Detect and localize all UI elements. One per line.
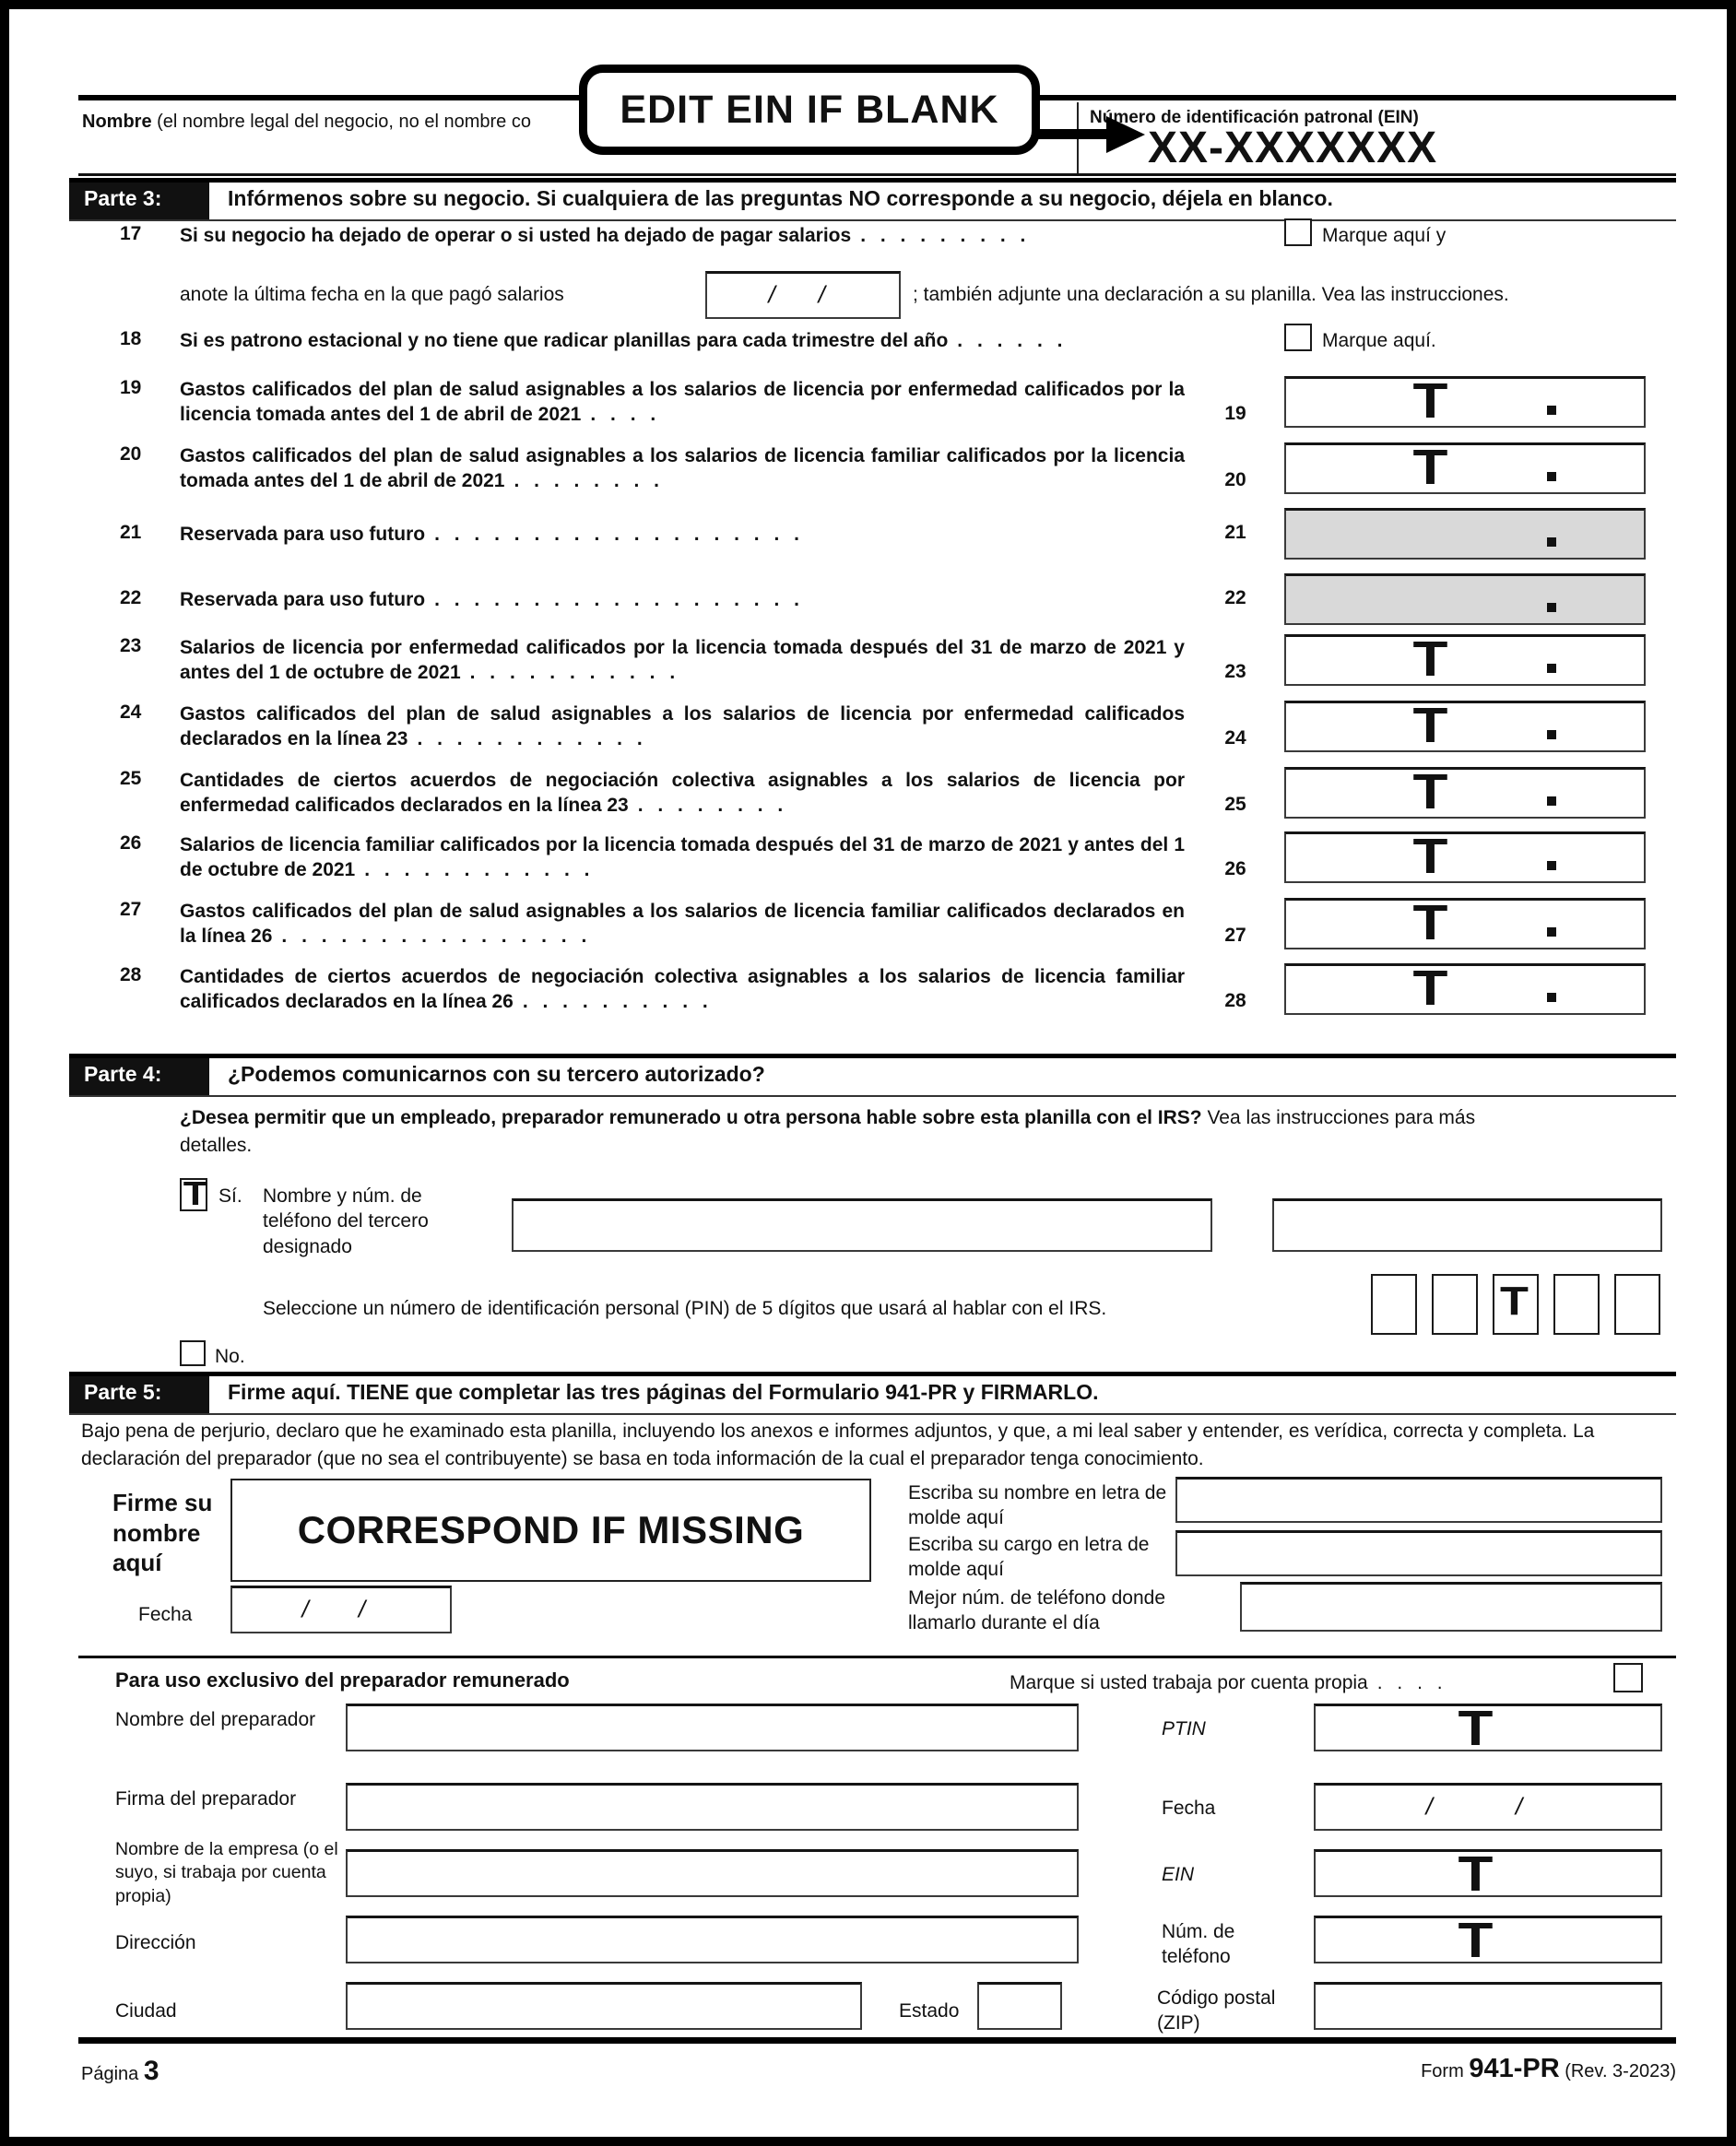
line-number: 20 — [1224, 469, 1246, 490]
page-indicator: Página 3 — [81, 2056, 159, 2086]
line-number: 24 — [1224, 727, 1246, 749]
signature-value: CORRESPOND IF MISSING — [297, 1508, 805, 1551]
line27-text: Gastos calificados del plan de salud asignables a los salarios de licencia familiar calificados declarados en la línea 26 . . . . . . . . . . . . . . . . — [180, 901, 1185, 947]
line-number: 21 — [120, 522, 142, 543]
line-number: 28 — [1224, 990, 1246, 1011]
preparer-signature-label: Firma del preparador — [115, 1788, 297, 1810]
best-phone-field[interactable] — [1240, 1582, 1662, 1632]
line-number: 25 — [1224, 794, 1246, 815]
preparer-signature-field[interactable] — [346, 1783, 1079, 1831]
line18-checkbox[interactable] — [1284, 324, 1312, 351]
date-slash: / — [358, 1594, 366, 1622]
no-label: No. — [215, 1346, 245, 1367]
line-number: 28 — [120, 964, 142, 985]
ein-label: Número de identificación patronal (EIN) — [1090, 108, 1419, 127]
line25-text: Cantidades de ciertos acuerdos de negociación colectiva asignables a los salarios de licencia por enfermedad calificados declarados en la línea 23 . . . . . . . . — [180, 770, 1185, 816]
name-label-bold: Nombre — [82, 112, 152, 132]
print-title-field[interactable] — [1175, 1530, 1662, 1576]
line18-text: Si es patrono estacional y no tiene que radicar planillas para cada trimestre del año . . . . . . — [180, 330, 1063, 351]
sign-here-label: Firme su nombre aquí — [112, 1489, 213, 1576]
arrowhead-icon — [1106, 116, 1145, 153]
amount-field-22-reserved — [1284, 573, 1646, 625]
state-label: Estado — [899, 2000, 960, 2022]
pin-digit-5[interactable] — [1614, 1274, 1660, 1335]
date-slash: / — [1425, 1791, 1433, 1820]
pin-digit-1[interactable] — [1371, 1274, 1417, 1335]
line26-text: Salarios de licencia familiar calificados por la licencia tomada después del 31 de marzo de 2021 y antes del 1 de octubre de 2021 . . . . . . . . . . . . — [180, 834, 1185, 880]
pin-text: Seleccione un número de identificación personal (PIN) de 5 dígitos que usará al hablar con el IRS. — [263, 1298, 1107, 1319]
part4-intro: ¿Desea permitir que un empleado, preparador remunerado u otra persona hable sobre esta planilla con el IRS? Vea las instrucciones para más detalles. — [180, 1107, 1476, 1157]
part5-title: Firme aquí. TIENE que completar las tres páginas del Formulario 941-PR y FIRMARLO. — [228, 1380, 1099, 1404]
yes-checkbox[interactable] — [180, 1174, 208, 1212]
line22-text: Reservada para uso futuro . . . . . . . . . . . . . . . . . . . — [180, 589, 799, 610]
address-label: Dirección — [115, 1932, 196, 1953]
line18-check-label: Marque aquí. — [1322, 330, 1436, 351]
part4-bar — [69, 1054, 1676, 1097]
decimal-point — [1547, 861, 1556, 870]
text-cursor-marker: T — [1412, 373, 1448, 429]
preparer-ein-field[interactable] — [1314, 1846, 1662, 1902]
preparer-divider — [78, 1656, 1676, 1658]
line-number: 19 — [1224, 403, 1246, 424]
print-name-label: Escriba su nombre en letra de molde aquí — [908, 1482, 1167, 1529]
preparer-name-field[interactable] — [346, 1704, 1079, 1751]
part4-label: Parte 4: — [69, 1058, 209, 1095]
preparer-date-field[interactable] — [1314, 1783, 1662, 1831]
sign-date-field[interactable] — [230, 1586, 452, 1633]
line-number: 22 — [120, 587, 142, 608]
city-label: Ciudad — [115, 2000, 177, 2022]
line-number: 27 — [1224, 925, 1246, 946]
amount-field-27[interactable] — [1284, 895, 1646, 950]
perjury-statement: Bajo pena de perjurio, declaro que he examinado esta planilla, incluyendo los anexos e informes adjuntos, y que, a mi leal saber y entender, es verídica, correcta y completa. La declaración del preparador (que no sea el contribuyente) se basa en toda información de la cual el preparador tenga conocimiento. — [81, 1421, 1595, 1470]
self-employed-label: Marque si usted trabaja por cuenta propia . . . . — [1010, 1672, 1443, 1693]
part5-label: Parte 5: — [69, 1376, 209, 1413]
decimal-point — [1547, 796, 1556, 806]
preparer-ein-label: EIN — [1162, 1864, 1195, 1885]
decimal-point — [1547, 537, 1556, 547]
ptin-field[interactable] — [1314, 1701, 1662, 1756]
line19-text: Gastos calificados del plan de salud asignables a los salarios de licencia por enfermedad calificados por la licencia tomada antes del 1 de abril de 2021 . . . . — [180, 379, 1185, 425]
yes-label: Sí. — [218, 1185, 242, 1207]
zip-field[interactable] — [1314, 1982, 1662, 2030]
form-identifier: Form 941-PR (Rev. 3-2023) — [1421, 2054, 1676, 2083]
amount-field-19[interactable] — [1284, 373, 1646, 429]
line17-line2-pre: anote la última fecha en la que pagó salarios — [180, 284, 564, 305]
line-number: 23 — [120, 635, 142, 656]
state-field[interactable] — [977, 1982, 1062, 2030]
text-cursor-marker: T — [1412, 829, 1448, 884]
text-cursor-marker: T — [1412, 961, 1448, 1016]
firm-name-label: Nombre de la empresa (o el suyo, si trabaja por cuenta propia) — [115, 1839, 338, 1906]
line-number: 23 — [1224, 661, 1246, 682]
amount-field-24[interactable] — [1284, 698, 1646, 753]
line21-text: Reservada para uso futuro . . . . . . . . . . . . . . . . . . . — [180, 524, 799, 545]
text-cursor-marker: T — [1499, 1279, 1529, 1324]
part3-bar — [69, 178, 1676, 221]
preparer-phone-label: Núm. de teléfono — [1162, 1921, 1235, 1968]
preparer-phone-field[interactable] — [1314, 1913, 1662, 1968]
pin-digit-3[interactable] — [1493, 1274, 1539, 1335]
firm-name-field[interactable] — [346, 1849, 1079, 1897]
designee-label: Nombre y núm. de teléfono del tercero designado — [263, 1185, 429, 1257]
text-cursor-marker: T — [1458, 1701, 1494, 1756]
amount-field-20[interactable] — [1284, 442, 1646, 494]
amount-field-23[interactable] — [1284, 631, 1646, 687]
part3-title: Infórmenos sobre su negocio. Si cualquiera de las preguntas NO corresponde a su negocio, déjela en blanco. — [228, 186, 1333, 210]
edit-ein-callout[interactable] — [579, 65, 1040, 155]
line-number: 22 — [1224, 587, 1246, 608]
ptin-label: PTIN — [1162, 1718, 1206, 1739]
part4-title: ¿Podemos comunicarnos con su tercero autorizado? — [228, 1062, 765, 1086]
line17-line2-post: ; también adjunte una declaración a su planilla. Vea las instrucciones. — [913, 284, 1509, 305]
decimal-point — [1547, 927, 1556, 937]
line-number: 27 — [120, 899, 142, 920]
pin-digit-4[interactable] — [1553, 1274, 1600, 1335]
decimal-point — [1547, 603, 1556, 612]
text-cursor-marker: T — [1412, 895, 1448, 950]
text-cursor-marker: T — [1412, 631, 1448, 687]
name-hint: (el nombre legal del negocio, no el nombre co — [151, 112, 531, 132]
line17-text: Si su negocio ha dejado de operar o si usted ha dejado de pagar salarios . . . . . . . . . — [180, 225, 1026, 246]
date-slash: / — [768, 279, 775, 308]
text-cursor-marker: T — [183, 1174, 208, 1212]
line20-text: Gastos calificados del plan de salud asignables a los salarios de licencia familiar calificados por la licencia tomada antes del 1 de abril de 2021 . . . . . . . . — [180, 445, 1185, 491]
date-slash: / — [301, 1594, 309, 1622]
line-number: 19 — [120, 377, 142, 398]
date-slash: / — [818, 279, 825, 308]
decimal-point — [1547, 664, 1556, 673]
line17-checkbox[interactable] — [1284, 218, 1312, 246]
part5-bar — [69, 1372, 1676, 1415]
decimal-point — [1547, 406, 1556, 415]
line18-number: 18 — [120, 328, 142, 349]
address-field[interactable] — [346, 1916, 1079, 1963]
amount-field-21-reserved — [1284, 508, 1646, 560]
line-number: 25 — [120, 768, 142, 789]
line-number: 21 — [1224, 522, 1246, 543]
decimal-point — [1547, 993, 1556, 1002]
amount-field-26[interactable] — [1284, 831, 1646, 883]
preparer-date-label: Fecha — [1162, 1798, 1216, 1819]
arrow-icon — [1034, 129, 1108, 139]
ein-value[interactable]: XX-XXXXXXX — [1148, 124, 1438, 172]
footer-rule — [78, 2037, 1676, 2044]
line17-date-field[interactable] — [705, 271, 901, 319]
text-cursor-marker: T — [1412, 698, 1448, 753]
self-employed-checkbox[interactable] — [1613, 1663, 1643, 1692]
line-number: 24 — [120, 702, 142, 723]
line23-text: Salarios de licencia por enfermedad calificados por la licencia tomada después del 31 de marzo de 2021 y antes del 1 de octubre de 2021 . . . . . . . . . . . — [180, 637, 1185, 683]
no-checkbox[interactable] — [180, 1340, 206, 1366]
callout-text: EDIT EIN IF BLANK — [620, 88, 999, 132]
name-label — [82, 112, 531, 133]
best-phone-label: Mejor núm. de teléfono donde llamarlo durante el día — [908, 1587, 1166, 1634]
signature-field[interactable] — [230, 1479, 871, 1582]
line-number: 20 — [120, 443, 142, 465]
zip-label: Código postal (ZIP) — [1157, 1987, 1276, 2034]
date-slash: / — [1515, 1791, 1523, 1820]
part3-label: Parte 3: — [69, 183, 209, 219]
date-label: Fecha — [138, 1604, 193, 1625]
designee-name-field[interactable] — [512, 1198, 1212, 1252]
preparer-name-label: Nombre del preparador — [115, 1709, 316, 1730]
decimal-point — [1547, 730, 1556, 739]
text-cursor-marker: T — [1458, 1846, 1494, 1902]
text-cursor-marker: T — [1412, 440, 1448, 495]
print-title-label: Escriba su cargo en letra de molde aquí — [908, 1534, 1150, 1581]
text-cursor-marker: T — [1458, 1913, 1494, 1968]
decimal-point — [1547, 472, 1556, 481]
line28-text: Cantidades de ciertos acuerdos de negociación colectiva asignables a los salarios de licencia familiar calificados declarados en la línea 26 . . . . . . . . . . — [180, 966, 1185, 1012]
line24-text: Gastos calificados del plan de salud asignables a los salarios de licencia por enfermedad calificados declarados en la línea 23 . . . . . . . . . . . . — [180, 703, 1185, 749]
print-name-field[interactable] — [1175, 1477, 1662, 1523]
line-number: 26 — [1224, 858, 1246, 879]
designee-phone-field[interactable] — [1272, 1198, 1662, 1252]
text-cursor-marker: T — [1412, 764, 1448, 819]
pin-digit-2[interactable] — [1432, 1274, 1478, 1335]
preparer-title: Para uso exclusivo del preparador remunerado — [115, 1668, 570, 1692]
amount-field-28[interactable] — [1284, 963, 1646, 1015]
line-number: 26 — [120, 832, 142, 854]
amount-field-25[interactable] — [1284, 764, 1646, 819]
line17-number: 17 — [120, 223, 142, 244]
city-field[interactable] — [346, 1982, 862, 2030]
line17-check-label: Marque aquí y — [1322, 225, 1447, 246]
